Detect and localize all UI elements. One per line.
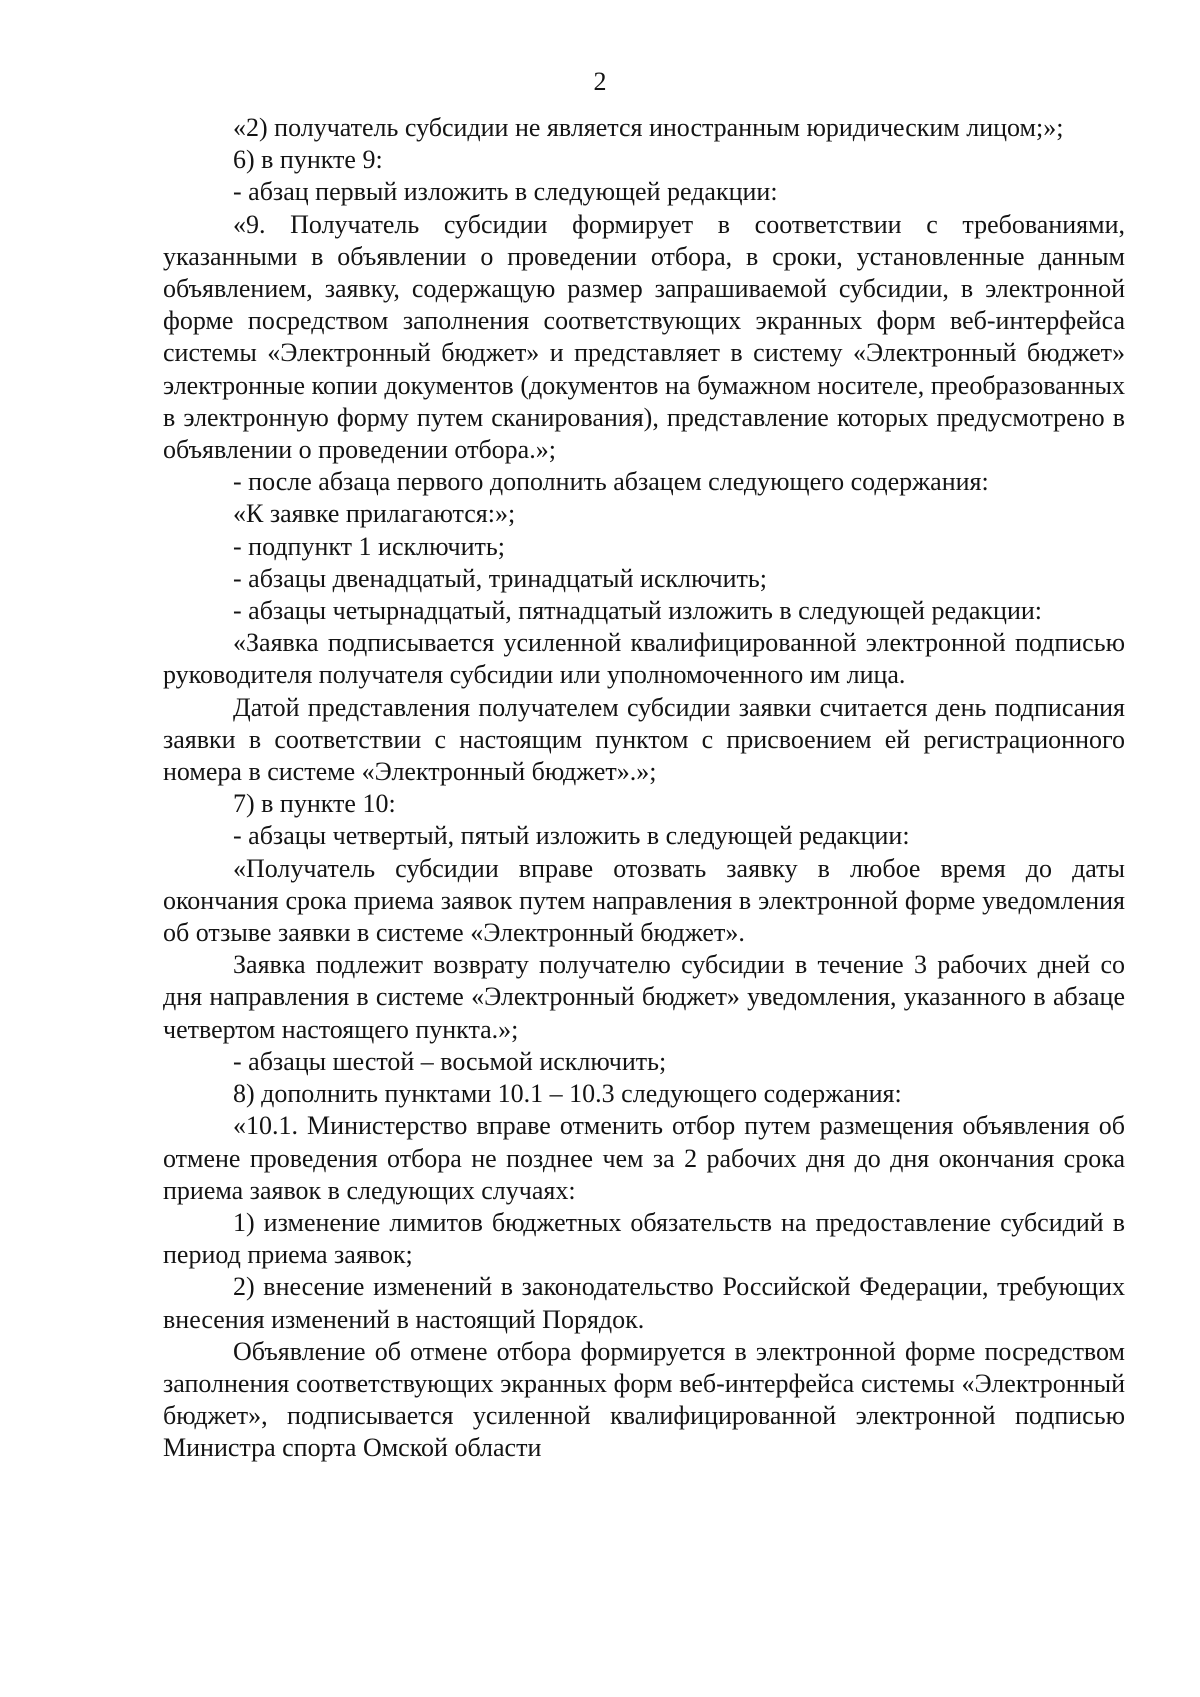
- paragraph: «10.1. Министерство вправе отменить отбор путем размещения объявления об отмене проведения отбора не позднее чем за 2 рабочих дня до дня окончания срока приема заявок в следующих случаях:: [163, 1111, 1125, 1205]
- paragraph: Датой представления получателем субсидии заявки считается день подписания заявки в соответствии с настоящим пунктом с присвоением ей регистрационного номера в системе «Электронный бюджет».»;: [163, 692, 1125, 787]
- paragraph: «К заявке прилагаются:»;: [233, 499, 516, 529]
- paragraph: 7) в пункте 10:: [233, 789, 396, 819]
- paragraph: - абзацы двенадцатый, тринадцатый исключить;: [233, 563, 767, 593]
- paragraph: «Получатель субсидии вправе отозвать заявку в любое время до даты окончания срока приема заявок путем направления в электронной форме уведомления об отзыве заявки в системе «Электронный бюджет».: [163, 853, 1125, 948]
- paragraph: Заявка подлежит возврату получателю субсидии в течение 3 рабочих дней со дня направления в системе «Электронный бюджет» уведомления, указанного в абзаце четвертом настоящего пункта.»;: [163, 950, 1125, 1044]
- document-body: [163, 112, 1125, 1465]
- paragraph: 8) дополнить пунктами 10.1 – 10.3 следующего содержания:: [233, 1079, 902, 1109]
- paragraph: «2) получатель субсидии не является иностранным юридическим лицом;»;: [233, 113, 1064, 142]
- paragraph: - подпункт 1 исключить;: [233, 531, 505, 561]
- paragraph: - абзацы четвертый, пятый изложить в следующей редакции:: [233, 821, 910, 851]
- paragraph: - абзацы четырнадцатый, пятнадцатый изложить в следующей редакции:: [233, 596, 1043, 626]
- paragraph: - после абзаца первого дополнить абзацем следующего содержания:: [233, 467, 989, 497]
- paragraph: «9. Получатель субсидии формирует в соответствии с требованиями, указанными в объявлении о проведении отбора, в сроки, установленные данным объявлением, заявку, содержащую размер запрашиваемой субсидии, в электронной форме посредством заполнения соответствующих экранных форм веб-интерфейса системы «Электронный бюджет» и представляет в систему «Электронный бюджет» электронные копии документов (документов на бумажном носителе, преобразованных в электронную форму путем сканирования), представление которых предусмотрено в объявлении о проведении отбора.»;: [163, 209, 1125, 465]
- paragraph: 1) изменение лимитов бюджетных обязательств на предоставление субсидий в период приема заявок;: [163, 1207, 1125, 1270]
- page-number: 2: [593, 67, 607, 96]
- paragraph: Объявление об отмене отбора формируется в электронной форме посредством заполнения соответствующих экранных форм веб-интерфейса системы «Электронный бюджет», подписывается усиленной квалифицированной электронной подписью Министра спорта Омской области: [163, 1336, 1125, 1463]
- paragraph: «Заявка подписывается усиленной квалифицированной электронной подписью руководителя получателя субсидии или уполномоченного им лица.: [163, 628, 1125, 690]
- paragraph: - абзац первый изложить в следующей редакции:: [233, 177, 778, 207]
- paragraph: - абзацы шестой – восьмой исключить;: [233, 1046, 667, 1076]
- paragraph: 2) внесение изменений в законодательство Российской Федерации, требующих внесения изменений в настоящий Порядок.: [163, 1272, 1125, 1334]
- paragraph: 6) в пункте 9:: [233, 145, 383, 175]
